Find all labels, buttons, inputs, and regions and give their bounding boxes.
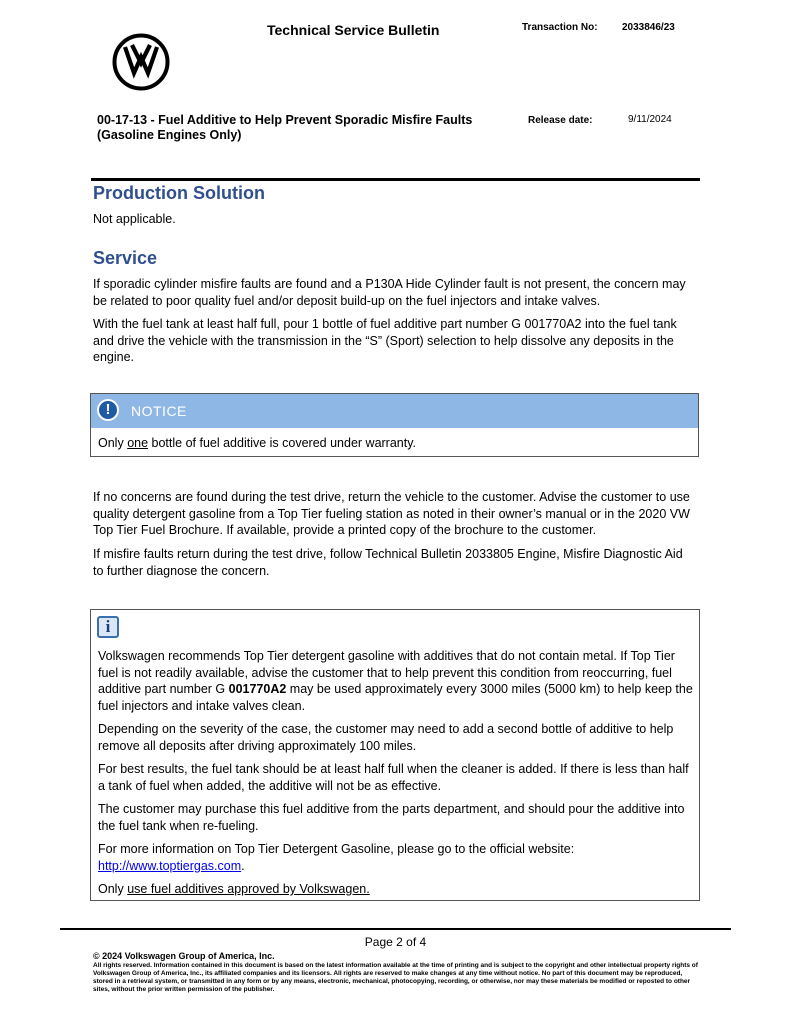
toptier-link[interactable]: http://www.toptiergas.com	[98, 858, 242, 873]
info-paragraph-3: For best results, the fuel tank should be at least half full when the cleaner is added. If there is less than half a tank of fuel when added, the additive will not be as effective.	[98, 762, 689, 793]
release-date-label: Release date:	[528, 115, 593, 126]
followup-paragraph-2: If misfire faults return during the test drive, follow Technical Bulletin 2033805 Engine, Misfire Diagnostic Aid to further diagnose the concern.	[93, 547, 683, 578]
production-solution-heading: Production Solution	[93, 183, 265, 203]
legal-notice: All rights reserved. Information contained in this document is based on the latest information available at the time of printing and is subject to the copyright and other intellectual property rights of Volkswagen Group of America, Inc., its affiliated companies and its licensors. All rights are reserved to make changes at any time without notice. No part of this document may be reproduced, stored in a retrieval system, or transmitted in any form or by any means, electronic, mechanical, photocopying, recording, or otherwise, nor may these materials be modified or reposted to other sites, without the prior written permission of the publisher.	[93, 962, 698, 993]
info-paragraph-4: The customer may purchase this fuel additive from the parts department, and should pour the additive into the fuel tank when re-fueling.	[98, 802, 685, 833]
info-paragraph-1-end: may be used approximately every 3000 miles (5000 km) to help keep the fuel injectors and intake valves clean.	[98, 682, 693, 713]
transaction-number: 2033846/23	[622, 22, 675, 33]
info-paragraph-6-emphasis: use fuel additives approved by Volkswagen.	[127, 882, 370, 896]
exclamation-circle-icon: !	[97, 399, 119, 421]
info-body	[98, 648, 694, 905]
service-paragraph-2: With the fuel tank at least half full, pour 1 bottle of fuel additive part number G 001770A2 into the fuel tank and drive the vehicle with the transmission in the “S” (Sport) selection to help dissolve any deposits in the engine.	[93, 317, 677, 364]
info-paragraph-5	[98, 841, 694, 874]
info-paragraph-1-start: Volkswagen recommends Top Tier detergent gasoline with additives that do not contain metal. If Top Tier fuel is not readily available, advise the customer that to help prevent this condition from reoccurring, fuel additive part number G	[98, 649, 675, 696]
notice-label: NOTICE	[131, 403, 187, 419]
info-icon: i	[97, 616, 119, 638]
link-period: .	[241, 858, 245, 873]
copyright: © 2024 Volkswagen Group of America, Inc.	[93, 951, 275, 961]
release-date: 9/11/2024	[628, 114, 672, 125]
info-paragraph-2: Depending on the severity of the case, the customer may need to add a second bottle of additive to help remove all deposits after driving approximately 100 miles.	[98, 722, 674, 753]
notice-text	[98, 436, 416, 450]
bulletin-title: 00-17-13 - Fuel Additive to Help Prevent Sporadic Misfire Faults (Gasoline Engines Only)	[97, 113, 473, 142]
info-paragraph-5-text: For more information on Top Tier Detergent Gasoline, please go to the official website:	[98, 842, 575, 856]
notice-text-emphasis: one	[127, 436, 149, 450]
service-heading: Service	[93, 248, 158, 268]
production-solution-text: Not applicable.	[93, 212, 176, 226]
header-divider	[91, 178, 700, 181]
service-paragraph-1: If sporadic cylinder misfire faults are found and a P130A Hide Cylinder fault is not present, the concern may be related to poor quality fuel and/or deposit build-up on the fuel injectors and intake valves.	[93, 277, 686, 308]
footer-divider	[60, 928, 731, 930]
notice-box	[90, 393, 699, 457]
info-paragraph-6-start: Only	[98, 882, 128, 896]
page-number: Page 2 of 4	[364, 935, 427, 949]
info-paragraph-1	[98, 648, 694, 714]
notice-text-end: bottle of fuel additive is covered under warranty.	[148, 436, 417, 450]
volkswagen-logo-icon	[112, 33, 170, 91]
document-title: Technical Service Bulletin	[267, 22, 440, 38]
followup-paragraph-1: If no concerns are found during the test drive, return the vehicle to the customer. Advise the customer to use quality detergent gasoline from a Top Tier fueling station as noted in their owner’s manual or in the 2020 VW Top Tier Fuel Brochure. If available, provide a printed copy of the brochure to the customer.	[93, 490, 690, 537]
transaction-label: Transaction No:	[522, 22, 598, 33]
info-paragraph-6	[98, 881, 694, 898]
part-number: 001770A2	[228, 682, 287, 696]
info-box	[90, 609, 700, 901]
notice-text-start: Only	[98, 436, 128, 450]
notice-header	[91, 394, 698, 428]
